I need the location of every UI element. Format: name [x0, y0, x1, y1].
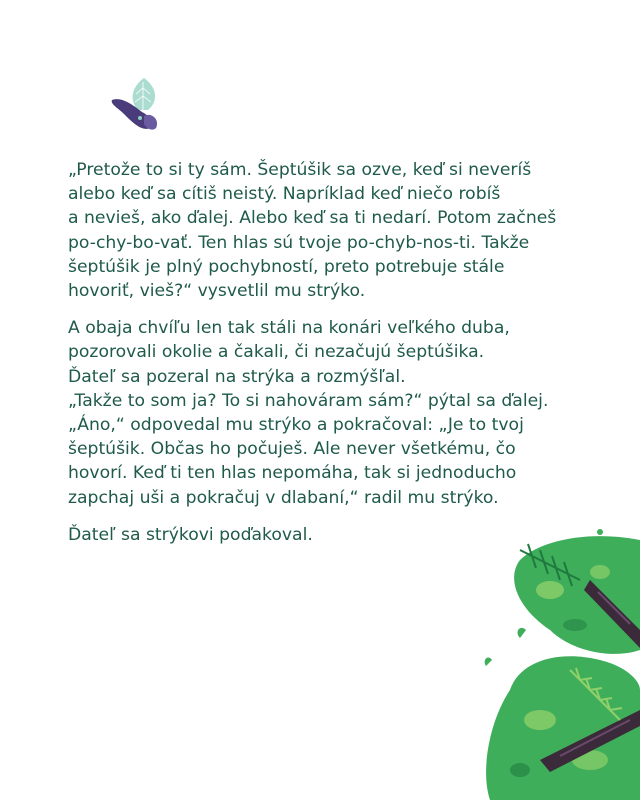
text-line: „Pretože to si ty sám. Šeptúšik sa ozve, keď si neveríš: [68, 160, 532, 180]
text-line: zapchaj uši a pokračuj v dlabaní,“ radil mu strýko.: [68, 487, 499, 508]
text-line: Ďateľ sa pozeral na strýka a rozmýšľal.: [68, 366, 406, 387]
tree-illustration: [480, 520, 640, 800]
text-line: a nevieš, ako ďalej. Alebo keď sa ti nedarí. Potom začneš: [68, 208, 557, 229]
text-line: hovoriť, vieš?“ vysvetlil mu strýko.: [68, 281, 366, 302]
text-line: „Áno,“ odpovedal mu strýko a pokračoval: „Je to tvoj: [68, 415, 524, 436]
text-line: „Takže to som ja? To si nahováram sám?“ pýtal sa ďalej.: [68, 390, 549, 411]
text-line: alebo keď sa cítiš neistý. Napríklad keď niečo robíš: [68, 184, 501, 205]
paragraph-2: [68, 316, 588, 510]
text-line: šeptúšik. Občas ho počuješ. Ale never všetkému, čo: [68, 439, 516, 460]
story-text: [68, 158, 588, 560]
text-line: Ďateľ sa strýkovi poďakoval.: [68, 524, 313, 545]
text-line: po-chy-bo-vať. Ten hlas sú tvoje po-chyb-nos-ti. Takže: [68, 232, 530, 253]
text-line: pozorovali okolie a čakali, či nezačujú šeptúšika.: [68, 342, 485, 363]
text-line: A obaja chvíľu len tak stáli na konári veľkého duba,: [68, 318, 510, 339]
text-line: šeptúšik je plný pochybností, preto potrebuje stále: [68, 256, 505, 277]
paragraph-1: [68, 158, 588, 303]
text-line: hovorí. Keď ti ten hlas nepomáha, tak si jednoducho: [68, 463, 517, 484]
leaf-sprout-icon: [100, 72, 172, 140]
